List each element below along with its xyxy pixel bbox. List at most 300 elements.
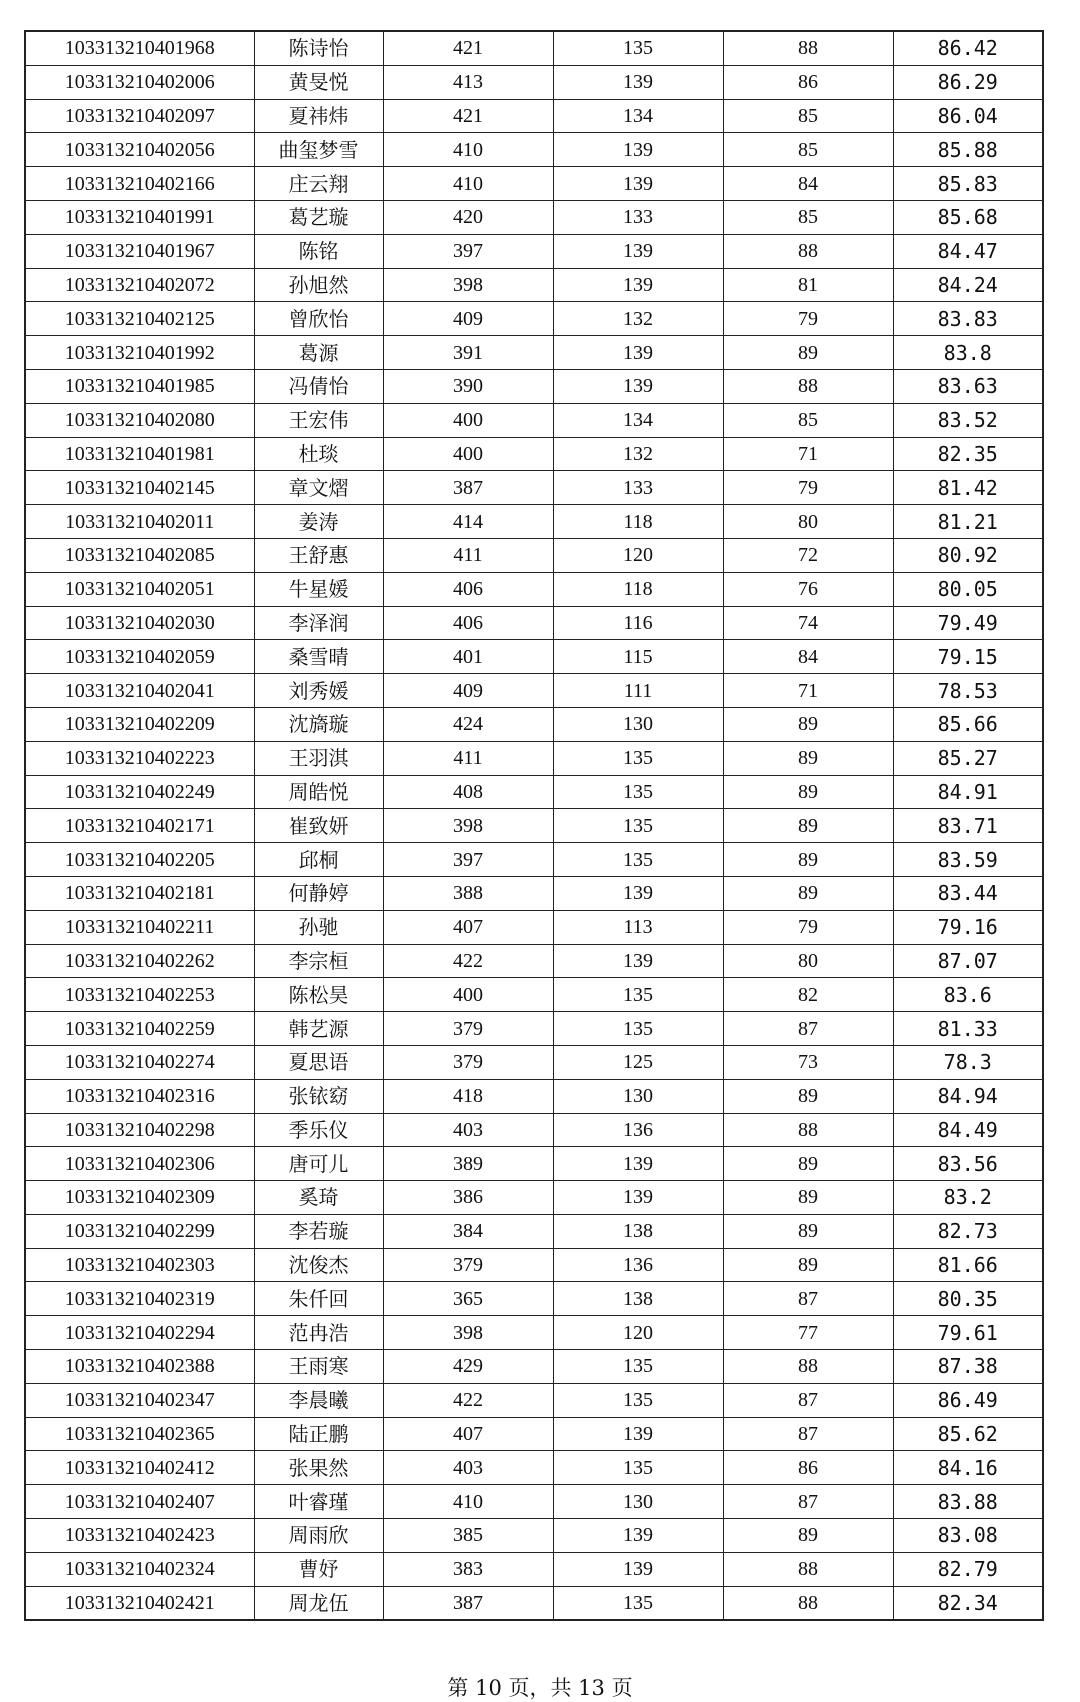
score-total-cell: 379: [383, 1248, 553, 1282]
score-total-cell: 407: [383, 1417, 553, 1451]
name-cell: 杜琰: [254, 437, 383, 471]
score-third-cell: 80: [723, 505, 893, 539]
score-third-cell: 87: [723, 1383, 893, 1417]
table-row: [25, 910, 1043, 944]
final-score-cell: 86.42: [893, 31, 1043, 65]
score-third-cell: 87: [723, 1282, 893, 1316]
table-row: [25, 403, 1043, 437]
student-id-cell: 103313210402309: [25, 1181, 254, 1215]
student-id-cell: 103313210402006: [25, 65, 254, 99]
score-third-cell: 72: [723, 538, 893, 572]
name-cell: 孙驰: [254, 910, 383, 944]
table-row: [25, 133, 1043, 167]
name-cell: 桑雪晴: [254, 640, 383, 674]
student-id-cell: 103313210401981: [25, 437, 254, 471]
score-second-cell: 135: [553, 1383, 723, 1417]
student-id-cell: 103313210402253: [25, 978, 254, 1012]
student-id-cell: 103313210401991: [25, 200, 254, 234]
score-second-cell: 134: [553, 403, 723, 437]
score-total-cell: 397: [383, 234, 553, 268]
table-row: [25, 200, 1043, 234]
score-second-cell: 135: [553, 31, 723, 65]
score-second-cell: 120: [553, 1316, 723, 1350]
name-cell: 刘秀媛: [254, 674, 383, 708]
score-total-cell: 409: [383, 674, 553, 708]
table-row: [25, 437, 1043, 471]
score-total-cell: 406: [383, 606, 553, 640]
table-row: [25, 1552, 1043, 1586]
student-id-cell: 103313210402306: [25, 1147, 254, 1181]
score-total-cell: 411: [383, 538, 553, 572]
table-row: [25, 1181, 1043, 1215]
final-score-cell: 82.35: [893, 437, 1043, 471]
score-total-cell: 400: [383, 403, 553, 437]
table-row: [25, 234, 1043, 268]
score-third-cell: 77: [723, 1316, 893, 1350]
table-row: [25, 1079, 1043, 1113]
student-id-cell: 103313210402365: [25, 1417, 254, 1451]
table-row: [25, 538, 1043, 572]
score-total-cell: 418: [383, 1079, 553, 1113]
score-third-cell: 88: [723, 1113, 893, 1147]
table-row: [25, 1586, 1043, 1620]
final-score-cell: 85.83: [893, 167, 1043, 201]
student-id-cell: 103313210402051: [25, 572, 254, 606]
student-id-cell: 103313210402303: [25, 1248, 254, 1282]
score-third-cell: 79: [723, 910, 893, 944]
final-score-cell: 85.66: [893, 707, 1043, 741]
final-score-cell: 82.73: [893, 1214, 1043, 1248]
score-third-cell: 85: [723, 200, 893, 234]
name-cell: 夏祎炜: [254, 99, 383, 133]
name-cell: 曹妤: [254, 1552, 383, 1586]
final-score-cell: 86.49: [893, 1383, 1043, 1417]
score-second-cell: 135: [553, 741, 723, 775]
score-third-cell: 85: [723, 403, 893, 437]
final-score-cell: 84.47: [893, 234, 1043, 268]
final-score-cell: 83.88: [893, 1485, 1043, 1519]
score-second-cell: 118: [553, 572, 723, 606]
table-row: [25, 369, 1043, 403]
student-id-cell: 103313210402223: [25, 741, 254, 775]
score-total-cell: 407: [383, 910, 553, 944]
final-score-cell: 85.27: [893, 741, 1043, 775]
table-row: [25, 1012, 1043, 1046]
table-row: [25, 944, 1043, 978]
score-second-cell: 139: [553, 1147, 723, 1181]
score-third-cell: 89: [723, 1248, 893, 1282]
final-score-cell: 81.42: [893, 471, 1043, 505]
final-score-cell: 83.83: [893, 302, 1043, 336]
score-total-cell: 398: [383, 809, 553, 843]
score-second-cell: 139: [553, 876, 723, 910]
score-third-cell: 86: [723, 65, 893, 99]
score-third-cell: 81: [723, 268, 893, 302]
final-score-cell: 81.21: [893, 505, 1043, 539]
name-cell: 邱桐: [254, 843, 383, 877]
name-cell: 李泽润: [254, 606, 383, 640]
final-score-cell: 84.16: [893, 1451, 1043, 1485]
final-score-cell: 81.66: [893, 1248, 1043, 1282]
name-cell: 姜涛: [254, 505, 383, 539]
score-total-cell: 383: [383, 1552, 553, 1586]
score-total-cell: 410: [383, 167, 553, 201]
score-second-cell: 135: [553, 978, 723, 1012]
table-row: [25, 505, 1043, 539]
student-id-cell: 103313210402145: [25, 471, 254, 505]
name-cell: 葛源: [254, 336, 383, 370]
student-id-cell: 103313210402347: [25, 1383, 254, 1417]
name-cell: 陈松昊: [254, 978, 383, 1012]
final-score-cell: 85.68: [893, 200, 1043, 234]
score-third-cell: 89: [723, 1519, 893, 1553]
score-second-cell: 138: [553, 1282, 723, 1316]
score-total-cell: 422: [383, 944, 553, 978]
table-row: [25, 640, 1043, 674]
score-second-cell: 139: [553, 1519, 723, 1553]
table-row: [25, 1383, 1043, 1417]
table-row: [25, 1316, 1043, 1350]
student-id-cell: 103313210402059: [25, 640, 254, 674]
score-second-cell: 135: [553, 1350, 723, 1384]
student-id-cell: 103313210402072: [25, 268, 254, 302]
name-cell: 范冉浩: [254, 1316, 383, 1350]
table-row: [25, 471, 1043, 505]
name-cell: 曲玺梦雪: [254, 133, 383, 167]
score-second-cell: 134: [553, 99, 723, 133]
score-third-cell: 88: [723, 1552, 893, 1586]
final-score-cell: 87.07: [893, 944, 1043, 978]
score-second-cell: 139: [553, 336, 723, 370]
student-id-cell: 103313210402324: [25, 1552, 254, 1586]
score-third-cell: 88: [723, 31, 893, 65]
name-cell: 张铱窈: [254, 1079, 383, 1113]
score-third-cell: 80: [723, 944, 893, 978]
score-second-cell: 139: [553, 234, 723, 268]
score-third-cell: 88: [723, 1586, 893, 1620]
table-row: [25, 1045, 1043, 1079]
table-row: [25, 1147, 1043, 1181]
score-third-cell: 88: [723, 1350, 893, 1384]
score-total-cell: 424: [383, 707, 553, 741]
name-cell: 周雨欣: [254, 1519, 383, 1553]
score-second-cell: 111: [553, 674, 723, 708]
score-second-cell: 130: [553, 707, 723, 741]
final-score-cell: 83.52: [893, 403, 1043, 437]
final-score-cell: 83.63: [893, 369, 1043, 403]
student-id-cell: 103313210402097: [25, 99, 254, 133]
student-id-cell: 103313210401985: [25, 369, 254, 403]
final-score-cell: 83.44: [893, 876, 1043, 910]
final-score-cell: 79.49: [893, 606, 1043, 640]
table-row: [25, 978, 1043, 1012]
score-second-cell: 139: [553, 369, 723, 403]
final-score-cell: 84.91: [893, 775, 1043, 809]
final-score-cell: 83.59: [893, 843, 1043, 877]
table-row: [25, 1350, 1043, 1384]
score-second-cell: 118: [553, 505, 723, 539]
table-body: [25, 31, 1043, 1620]
score-total-cell: 403: [383, 1113, 553, 1147]
student-id-cell: 103313210402085: [25, 538, 254, 572]
score-third-cell: 89: [723, 809, 893, 843]
score-total-cell: 401: [383, 640, 553, 674]
final-score-cell: 83.6: [893, 978, 1043, 1012]
table-row: [25, 336, 1043, 370]
student-id-cell: 103313210402407: [25, 1485, 254, 1519]
score-second-cell: 132: [553, 302, 723, 336]
score-third-cell: 76: [723, 572, 893, 606]
score-second-cell: 139: [553, 268, 723, 302]
name-cell: 孙旭然: [254, 268, 383, 302]
score-third-cell: 84: [723, 167, 893, 201]
student-id-cell: 103313210402080: [25, 403, 254, 437]
name-cell: 季乐仪: [254, 1113, 383, 1147]
student-id-cell: 103313210402181: [25, 876, 254, 910]
score-second-cell: 133: [553, 200, 723, 234]
score-total-cell: 387: [383, 1586, 553, 1620]
student-id-cell: 103313210402171: [25, 809, 254, 843]
score-total-cell: 429: [383, 1350, 553, 1384]
student-id-cell: 103313210402262: [25, 944, 254, 978]
score-total-cell: 387: [383, 471, 553, 505]
name-cell: 崔致妍: [254, 809, 383, 843]
student-id-cell: 103313210402319: [25, 1282, 254, 1316]
name-cell: 曾欣怡: [254, 302, 383, 336]
name-cell: 陆正鹏: [254, 1417, 383, 1451]
table-row: [25, 876, 1043, 910]
table-row: [25, 1485, 1043, 1519]
score-total-cell: 398: [383, 268, 553, 302]
name-cell: 陈诗怡: [254, 31, 383, 65]
score-third-cell: 73: [723, 1045, 893, 1079]
name-cell: 李宗桓: [254, 944, 383, 978]
score-total-cell: 408: [383, 775, 553, 809]
student-id-cell: 103313210402030: [25, 606, 254, 640]
table-row: [25, 1282, 1043, 1316]
student-id-cell: 103313210402388: [25, 1350, 254, 1384]
final-score-cell: 79.61: [893, 1316, 1043, 1350]
score-total-cell: 385: [383, 1519, 553, 1553]
final-score-cell: 83.71: [893, 809, 1043, 843]
student-id-cell: 103313210402205: [25, 843, 254, 877]
student-id-cell: 103313210401968: [25, 31, 254, 65]
name-cell: 周龙伍: [254, 1586, 383, 1620]
score-third-cell: 85: [723, 99, 893, 133]
final-score-cell: 84.49: [893, 1113, 1043, 1147]
student-id-cell: 103313210401967: [25, 234, 254, 268]
final-score-cell: 79.15: [893, 640, 1043, 674]
score-third-cell: 89: [723, 741, 893, 775]
name-cell: 王羽淇: [254, 741, 383, 775]
score-second-cell: 135: [553, 809, 723, 843]
final-score-cell: 85.62: [893, 1417, 1043, 1451]
score-third-cell: 89: [723, 336, 893, 370]
name-cell: 王雨寒: [254, 1350, 383, 1384]
score-third-cell: 88: [723, 369, 893, 403]
student-id-cell: 103313210401992: [25, 336, 254, 370]
name-cell: 周皓悦: [254, 775, 383, 809]
score-third-cell: 87: [723, 1485, 893, 1519]
score-second-cell: 120: [553, 538, 723, 572]
table-row: [25, 707, 1043, 741]
score-third-cell: 85: [723, 133, 893, 167]
score-third-cell: 79: [723, 471, 893, 505]
score-second-cell: 135: [553, 1012, 723, 1046]
table-row: [25, 775, 1043, 809]
table-row: [25, 268, 1043, 302]
score-total-cell: 379: [383, 1045, 553, 1079]
table-row: [25, 606, 1043, 640]
table-row: [25, 65, 1043, 99]
student-id-cell: 103313210402412: [25, 1451, 254, 1485]
name-cell: 庄云翔: [254, 167, 383, 201]
final-score-cell: 82.79: [893, 1552, 1043, 1586]
table-row: [25, 1519, 1043, 1553]
final-score-cell: 79.16: [893, 910, 1043, 944]
table-row: [25, 31, 1043, 65]
table-row: [25, 1451, 1043, 1485]
table-row: [25, 809, 1043, 843]
student-id-cell: 103313210402125: [25, 302, 254, 336]
student-id-cell: 103313210402011: [25, 505, 254, 539]
name-cell: 王舒惠: [254, 538, 383, 572]
table-row: [25, 1214, 1043, 1248]
name-cell: 张果然: [254, 1451, 383, 1485]
final-score-cell: 83.8: [893, 336, 1043, 370]
score-second-cell: 138: [553, 1214, 723, 1248]
score-second-cell: 139: [553, 1552, 723, 1586]
final-score-cell: 84.24: [893, 268, 1043, 302]
score-third-cell: 88: [723, 234, 893, 268]
name-cell: 奚琦: [254, 1181, 383, 1215]
final-score-cell: 87.38: [893, 1350, 1043, 1384]
score-second-cell: 135: [553, 775, 723, 809]
score-total-cell: 400: [383, 978, 553, 1012]
score-second-cell: 130: [553, 1485, 723, 1519]
page-number: 第 10 页，共 13 页: [447, 1676, 633, 1700]
table-row: [25, 99, 1043, 133]
score-third-cell: 89: [723, 1214, 893, 1248]
final-score-cell: 82.34: [893, 1586, 1043, 1620]
score-second-cell: 139: [553, 133, 723, 167]
student-id-cell: 103313210402209: [25, 707, 254, 741]
score-second-cell: 136: [553, 1248, 723, 1282]
table-row: [25, 741, 1043, 775]
final-score-cell: 83.56: [893, 1147, 1043, 1181]
name-cell: 陈铭: [254, 234, 383, 268]
score-second-cell: 135: [553, 843, 723, 877]
student-id-cell: 103313210402294: [25, 1316, 254, 1350]
score-total-cell: 390: [383, 369, 553, 403]
score-third-cell: 89: [723, 1079, 893, 1113]
score-second-cell: 135: [553, 1451, 723, 1485]
score-total-cell: 409: [383, 302, 553, 336]
student-id-cell: 103313210402249: [25, 775, 254, 809]
name-cell: 李晨曦: [254, 1383, 383, 1417]
name-cell: 李若璇: [254, 1214, 383, 1248]
final-score-cell: 78.53: [893, 674, 1043, 708]
table-row: [25, 302, 1043, 336]
name-cell: 葛艺璇: [254, 200, 383, 234]
score-second-cell: 130: [553, 1079, 723, 1113]
score-total-cell: 421: [383, 31, 553, 65]
name-cell: 叶睿瑾: [254, 1485, 383, 1519]
score-total-cell: 388: [383, 876, 553, 910]
score-second-cell: 139: [553, 1417, 723, 1451]
student-id-cell: 103313210402316: [25, 1079, 254, 1113]
name-cell: 韩艺源: [254, 1012, 383, 1046]
final-score-cell: 83.2: [893, 1181, 1043, 1215]
table-row: [25, 1417, 1043, 1451]
student-id-cell: 103313210402423: [25, 1519, 254, 1553]
name-cell: 唐可儿: [254, 1147, 383, 1181]
score-second-cell: 125: [553, 1045, 723, 1079]
score-second-cell: 139: [553, 167, 723, 201]
score-total-cell: 386: [383, 1181, 553, 1215]
score-total-cell: 406: [383, 572, 553, 606]
table-row: [25, 572, 1043, 606]
name-cell: 何静婷: [254, 876, 383, 910]
student-id-cell: 103313210402041: [25, 674, 254, 708]
score-third-cell: 79: [723, 302, 893, 336]
final-score-cell: 83.08: [893, 1519, 1043, 1553]
score-total-cell: 422: [383, 1383, 553, 1417]
score-total-cell: 365: [383, 1282, 553, 1316]
score-second-cell: 139: [553, 65, 723, 99]
student-id-cell: 103313210402259: [25, 1012, 254, 1046]
final-score-cell: 80.92: [893, 538, 1043, 572]
final-score-cell: 86.29: [893, 65, 1043, 99]
final-score-cell: 78.3: [893, 1045, 1043, 1079]
score-total-cell: 420: [383, 200, 553, 234]
name-cell: 冯倩怡: [254, 369, 383, 403]
score-total-cell: 397: [383, 843, 553, 877]
name-cell: 黄旻悦: [254, 65, 383, 99]
final-score-cell: 85.88: [893, 133, 1043, 167]
table-row: [25, 1248, 1043, 1282]
name-cell: 牛星媛: [254, 572, 383, 606]
table-row: [25, 167, 1043, 201]
student-id-cell: 103313210402299: [25, 1214, 254, 1248]
student-id-cell: 103313210402166: [25, 167, 254, 201]
score-total-cell: 411: [383, 741, 553, 775]
score-third-cell: 84: [723, 640, 893, 674]
score-total-cell: 389: [383, 1147, 553, 1181]
score-table: [24, 30, 1044, 1621]
score-total-cell: 384: [383, 1214, 553, 1248]
score-total-cell: 400: [383, 437, 553, 471]
final-score-cell: 84.94: [893, 1079, 1043, 1113]
name-cell: 沈旖璇: [254, 707, 383, 741]
score-third-cell: 86: [723, 1451, 893, 1485]
score-third-cell: 89: [723, 707, 893, 741]
score-second-cell: 113: [553, 910, 723, 944]
score-total-cell: 398: [383, 1316, 553, 1350]
score-third-cell: 89: [723, 843, 893, 877]
final-score-cell: 80.35: [893, 1282, 1043, 1316]
score-second-cell: 116: [553, 606, 723, 640]
student-id-cell: 103313210402056: [25, 133, 254, 167]
score-second-cell: 139: [553, 944, 723, 978]
score-total-cell: 379: [383, 1012, 553, 1046]
score-total-cell: 414: [383, 505, 553, 539]
name-cell: 章文熠: [254, 471, 383, 505]
score-total-cell: 403: [383, 1451, 553, 1485]
student-id-cell: 103313210402211: [25, 910, 254, 944]
table-row: [25, 1113, 1043, 1147]
score-third-cell: 89: [723, 1147, 893, 1181]
